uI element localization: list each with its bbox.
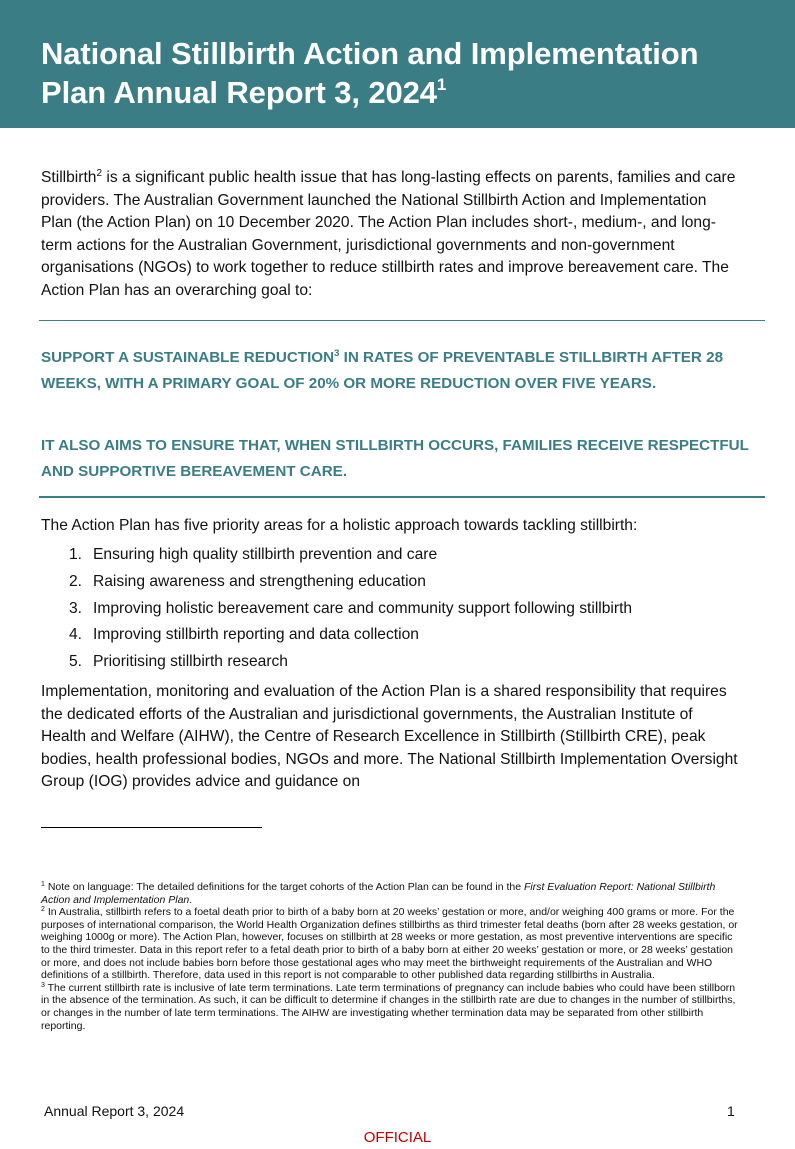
goal-top-divider xyxy=(39,320,765,321)
footnote-ref-3[interactable]: 3 xyxy=(334,348,340,359)
list-item-text: Improving holistic bereavement care and community support following stillbirth xyxy=(93,599,633,617)
list-item-number: 5. xyxy=(69,653,83,671)
intro-paragraph xyxy=(41,167,741,302)
page-title-text: National Stillbirth Action and Implementation Plan Annual Report 3, 2024 xyxy=(41,36,699,110)
list-item xyxy=(69,649,632,676)
list-item xyxy=(69,569,632,596)
footnotes xyxy=(41,881,741,1032)
footnote-mark: 1 xyxy=(41,881,45,888)
list-item-text: Ensuring high quality stillbirth prevention and care xyxy=(93,546,438,563)
goal-statement-secondary: IT ALSO AIMS TO ENSURE THAT, WHEN STILLBIRTH OCCURS, FAMILIES RECEIVE RESPECTFUL AND SUPPORTIVE BEREAVEMENT CARE. xyxy=(41,437,749,480)
list-item-number: 2. xyxy=(69,572,83,590)
list-item-text: Prioritising stillbirth research xyxy=(93,653,288,671)
footnote-ref-2[interactable]: 2 xyxy=(96,168,103,179)
footnote-mark: 3 xyxy=(41,981,45,989)
footnote-text: The current stillbirth rate is inclusive of late term terminations. Late term terminations of pregnancy can include babies who could have been stillborn in the absence of the termination. As such, it can be difficult to determine if changes in the stillbirth rate are due to changes in the number of stillbirths, or changes in the number of late term terminations. The AIHW are investigating whether termination data may be separated from other stillbirth reporting. xyxy=(41,981,736,1032)
page-number: 1 xyxy=(727,1103,735,1119)
footnote-3 xyxy=(41,982,741,1032)
goal-statement-primary xyxy=(41,345,761,397)
list-item-text: Improving stillbirth reporting and data collection xyxy=(93,626,419,644)
list-item xyxy=(69,542,632,569)
intro-lead: Stillbirth xyxy=(41,169,97,186)
footnote-end: . xyxy=(189,893,193,906)
list-item-text: Raising awareness and strengthening education xyxy=(93,572,426,590)
footnote-citation: First Evaluation Report: National Stillbirth Action and Implementation Plan xyxy=(41,881,716,906)
footnote-separator xyxy=(41,827,262,828)
title-banner xyxy=(0,0,795,128)
list-item-number: 4. xyxy=(69,626,83,644)
footnote-2 xyxy=(41,906,741,982)
list-item xyxy=(69,622,632,649)
page-title xyxy=(41,34,761,112)
implementation-paragraph: Implementation, monitoring and evaluation of the Action Plan is a shared responsibility that requires the dedicated efforts of the Australian and jurisdictional governments, the Australian Institute of Health and Welfare (AIHW), the Centre of Research Excellence in Stillbirth (Stillbirth CRE), peak bodies, health professional bodies, NGOs and more. The National Stillbirth Implementation Oversight Group (IOG) provides advice and guidance on xyxy=(41,683,738,790)
security-classification: OFFICIAL xyxy=(363,1129,432,1146)
list-item-number: 1. xyxy=(69,546,83,563)
footnote-mark: 2 xyxy=(41,906,45,914)
goal-bottom-divider xyxy=(39,496,765,498)
footnote-ref-1[interactable]: 1 xyxy=(436,75,447,94)
intro-text: is a significant public health issue that has long-lasting effects on parents, families and care providers. The Australian Government launched the National Stillbirth Action and Implementation Plan (the Action Plan) on 10 December 2020. The Action Plan includes short-, medium-, and long-term actions for the Australian Government, jurisdictional governments and non-government organisations (NGOs) to work together to reduce stillbirth rates and improve bereavement care. The Action Plan has an overarching goal to: xyxy=(41,169,736,299)
goal-part1: SUPPORT A SUSTAINABLE REDUCTION xyxy=(41,349,335,366)
priority-list xyxy=(69,542,632,676)
list-item xyxy=(69,596,632,623)
footnote-text: In Australia, stillbirth refers to a foetal death prior to birth of a baby born at 20 weeks’ gestation or more, and/or weighing 400 grams or more. For the purposes of international comparison, the World Health Organization defines stillbirths as third trimester fetal deaths (born after 28 weeks gestation, or weighing 1000g or more). The Action Plan, however, focuses on stillbirth at 28 weeks or more gestation, as most preventive interventions are specific to the third trimester. Data in this report refer to a fetal death prior to birth of a baby born at either 20 weeks’ gestation or more, or 28 weeks’ gestation or more, and does not include babies born before those gestational ages who may meet the birthweight requirements of the Australian and WHO definitions of a stillbirth. Therefore, data used in this report is not comparable to other published data regarding stillbirths in Australia. xyxy=(41,906,738,982)
list-item-number: 3. xyxy=(69,599,83,617)
footnote-1 xyxy=(41,881,741,906)
footer-report-label: Annual Report 3, 2024 xyxy=(44,1103,185,1119)
footnote-text: Note on language: The detailed definitions for the target cohorts of the Action Plan can be found in the xyxy=(44,881,524,893)
priority-intro: The Action Plan has five priority areas for a holistic approach towards tackling stillbirth: xyxy=(41,517,638,534)
goal-part1-rest: IN RATES OF PREVENTABLE STILLBIRTH AFTER 28 WEEKS, WITH A PRIMARY GOAL OF 20% OR MORE REDUCTION OVER FIVE YEARS. xyxy=(41,349,724,392)
